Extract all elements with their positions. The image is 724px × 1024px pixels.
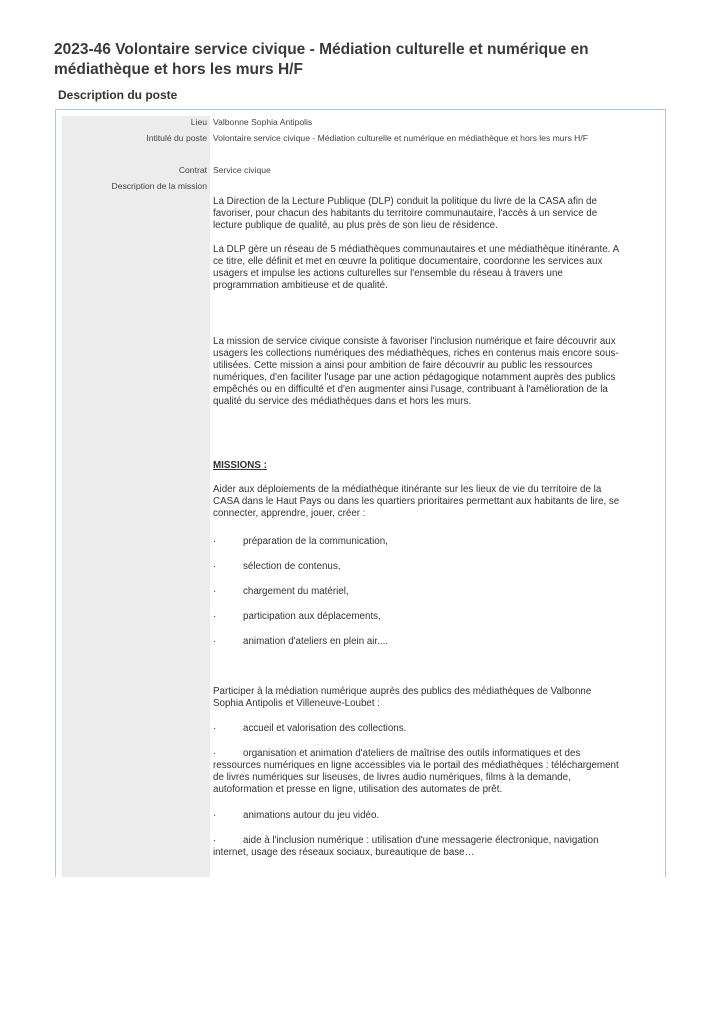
job-description-panel [55, 109, 666, 877]
page-title: 2023-46 Volontaire service civique - Médiation culturelle et numérique en médiathèque et hors les murs H/F [54, 41, 589, 78]
list-item [213, 636, 623, 648]
list-item [213, 723, 623, 735]
field-label: Intitulé du poste [146, 133, 207, 143]
list-item [213, 586, 623, 598]
list-item-text: chargement du matériel, [243, 586, 349, 597]
list-item [213, 748, 623, 796]
list-item-text: animations autour du jeu vidéo. [243, 810, 380, 821]
list-item-text: sélection de contenus, [243, 561, 341, 572]
paragraph: La mission de service civique consiste à favoriser l'inclusion numérique et faire découvrir aux usagers les collections numériques des médiathèques, riches en contenus mais encore sous-utilisées. Cette mission a ainsi pour ambition de faire découvrir au public les ressources numériques, d'en faciliter l'usage par une action pédagogique notamment auprès des publics empêchés ou en difficulté et d'en augmenter ainsi l'usage, contribuant à l'amélioration de la qualité du service des médiathèques dans et hors les murs. [213, 336, 619, 408]
bullet-icon: · [213, 611, 217, 622]
paragraph: La Direction de la Lecture Publique (DLP) conduit la politique du livre de la CASA afin de favoriser, pour chacun des habitants du territoire communautaire, l'accès à un service de lecture publique de qualité, au plus près de son lieu de résidence. [213, 196, 598, 232]
field-value: Volontaire service civique - Médiation culturelle et numérique en médiathèque et hors les murs H/F [213, 133, 588, 143]
field-label: Contrat [178, 165, 207, 175]
list-item-text: aide à l'inclusion numérique : utilisation d'une messagerie électronique, navigation internet, usage des réseaux sociaux, bureautique de base… [213, 835, 599, 859]
paragraph: La DLP gère un réseau de 5 médiathèques communautaires et une médiathèque itinérante. A ce titre, elle définit et met en œuvre la politique documentaire, coordonne les services aux usagers et impulse les actions culturelles sur l'ensemble du réseau à travers une programmation ambitieuse et de qualité. [213, 244, 619, 292]
bullet-icon: · [213, 835, 217, 846]
bullet-icon: · [213, 723, 217, 734]
list-item-text: préparation de la communication, [243, 536, 388, 547]
list-item-text: organisation et animation d'ateliers de maîtrise des outils informatiques et des ressources numériques en ligne accessibles via le portail des médiathèques : téléchargement de livres numériques sur liseuses, de livres audio numériques, films à la demande, autoformation et presse en ligne, utilisation des automates de prêt. [213, 748, 619, 796]
paragraph: Participer à la médiation numérique auprès des publics des médiathèques de Valbonne Sophia Antipolis et Villeneuve-Loubet : [213, 686, 592, 710]
list-item [213, 561, 623, 573]
bullet-icon: · [213, 810, 217, 821]
bullet-icon: · [213, 636, 217, 647]
list-item-text: accueil et valorisation des collections. [243, 723, 407, 734]
list-item [213, 810, 623, 822]
list-item-text: animation d'ateliers en plein air.... [243, 636, 389, 647]
label-column [62, 116, 210, 877]
section-title: Description du poste [58, 88, 178, 102]
field-value: Service civique [213, 165, 271, 175]
bullet-icon: · [213, 748, 217, 759]
list-item-text: participation aux déplacements, [243, 611, 381, 622]
paragraph: Aider aux déploiements de la médiathèque itinérante sur les lieux de vie du territoire de la CASA dans le Haut Pays ou dans les quartiers prioritaires permettant aux habitants de lire, se connecter, apprendre, jouer, créer : [213, 484, 620, 520]
field-label: Lieu [190, 117, 207, 127]
missions-heading: MISSIONS : [213, 460, 267, 471]
bullet-icon: · [213, 586, 217, 597]
list-item [213, 536, 623, 548]
list-item [213, 835, 623, 859]
bullet-icon: · [213, 536, 217, 547]
field-value: Valbonne Sophia Antipolis [213, 117, 313, 127]
list-item [213, 611, 623, 623]
bullet-icon: · [213, 561, 217, 572]
field-label: Description de la mission [111, 181, 207, 191]
